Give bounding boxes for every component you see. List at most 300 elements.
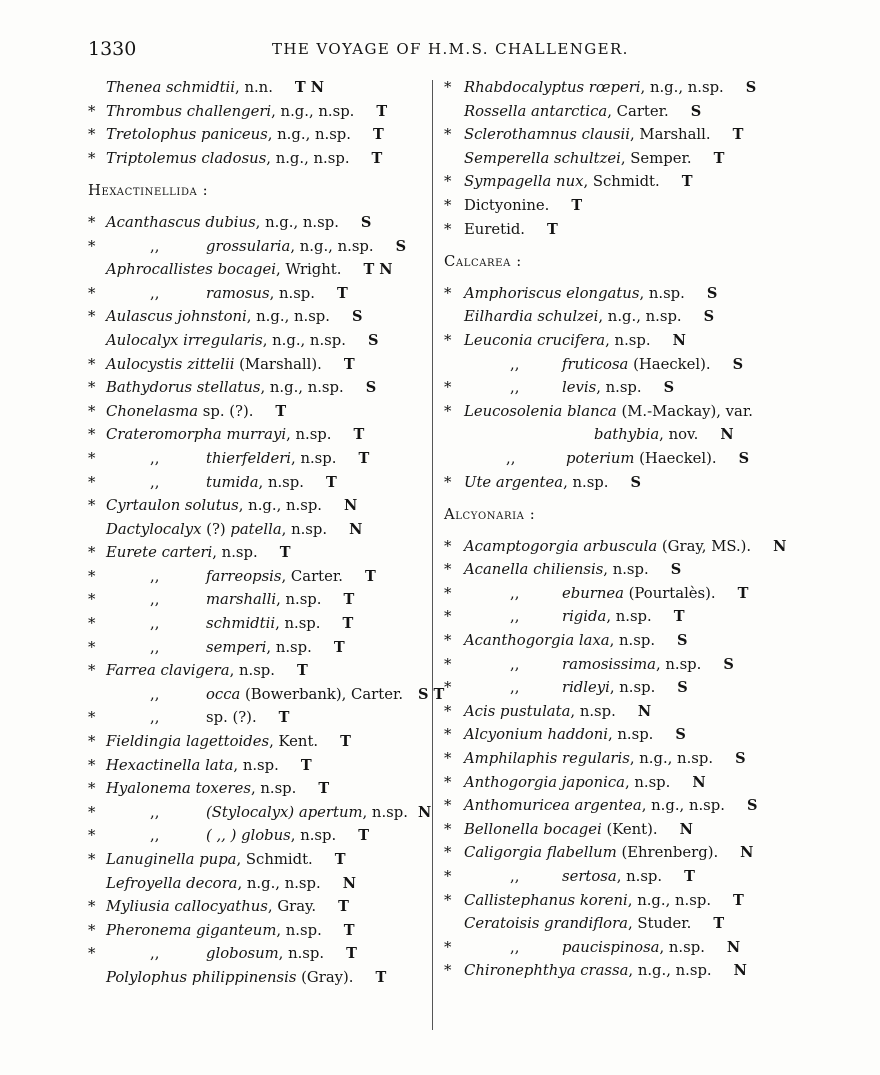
station-code: S (677, 679, 688, 697)
taxon-entry (88, 329, 438, 353)
taxon-authority: , n.sp. (233, 756, 279, 774)
taxon-entry (88, 919, 438, 943)
station-code: T (343, 355, 355, 373)
taxon-entry (88, 123, 438, 147)
station-code: T (713, 915, 725, 933)
taxon-entry (88, 872, 438, 896)
taxon-name (464, 471, 608, 495)
taxon-italic: ( ,, ) globus (206, 827, 291, 845)
station-code: N (773, 537, 787, 555)
taxon-entry (444, 723, 784, 747)
taxon-entry (88, 400, 438, 424)
taxon-authority: , n.sp. (291, 449, 337, 467)
new-species-asterisk: * (444, 632, 452, 650)
taxon-name (206, 471, 304, 495)
station-code: T (300, 756, 312, 774)
station-code: S (663, 379, 675, 397)
station-code: N (679, 820, 693, 838)
station-code: S (677, 632, 688, 650)
taxon-entry (444, 582, 784, 606)
taxon-authority: (Pourtalès). (623, 584, 716, 602)
taxon-name (566, 447, 717, 471)
taxon-name (106, 730, 318, 754)
station-code: T (338, 898, 349, 916)
taxon-name (106, 353, 322, 377)
taxon-name (106, 848, 313, 872)
taxon-italic: occa (206, 685, 241, 703)
taxon-authority: , Carter. (607, 102, 669, 120)
taxon-italic: Chonelasma (106, 402, 199, 420)
taxon-entry (88, 730, 438, 754)
station-code: T (340, 733, 351, 751)
station-code: S (706, 284, 718, 302)
taxon-name (594, 423, 698, 447)
taxon-entry (88, 305, 438, 329)
new-species-asterisk: * (88, 709, 96, 727)
new-species-asterisk: * (444, 962, 452, 980)
taxon-name (106, 494, 322, 518)
station-code: S (670, 561, 682, 579)
taxon-authority: , n.g., n.sp. (598, 308, 682, 326)
new-species-asterisk: * (444, 608, 452, 626)
taxon-italic: Fieldingia lagettoides (106, 733, 270, 751)
taxon-entry (88, 565, 438, 589)
taxon-authority: , Kent. (269, 733, 319, 751)
taxon-name (206, 588, 322, 612)
taxon-entry (88, 942, 438, 966)
section-heading-row (444, 250, 784, 274)
station-code: S T (418, 685, 445, 703)
taxon-name (464, 400, 753, 424)
station-code: S (738, 449, 750, 467)
taxon-authority: , Wright. (276, 261, 342, 279)
taxon-authority: (Bowerbank), Carter. (240, 685, 404, 703)
new-species-asterisk: * (444, 79, 452, 96)
taxon-italic: Amphilaphis regularis (464, 750, 630, 768)
station-code: T (278, 709, 290, 727)
new-species-asterisk: * (88, 662, 96, 680)
taxon-name (464, 147, 692, 171)
station-code: T (372, 126, 384, 144)
taxon-authority: , n.sp. (286, 426, 332, 444)
taxon-authority: , n.sp. (258, 473, 304, 491)
taxon-name (464, 747, 713, 771)
taxon-italic: Semperella schultzei (464, 149, 621, 167)
station-code: T (358, 827, 369, 845)
taxon-italic: Myliusia callocyathus (106, 898, 268, 916)
new-species-asterisk: * (444, 331, 452, 349)
taxon-authority: , n.sp. (609, 679, 656, 697)
new-species-asterisk: * (444, 938, 452, 956)
new-species-asterisk: * (444, 284, 452, 302)
taxon-name (464, 794, 725, 818)
taxon-entry (444, 329, 784, 353)
taxon-italic: levis (562, 379, 597, 397)
taxon-authority: sp. (?). (206, 709, 257, 727)
taxon-italic: schmidtii (206, 615, 276, 633)
taxon-authority: , n.g., n.sp. (627, 891, 712, 909)
new-species-asterisk: * (444, 402, 452, 420)
taxon-authority: (Kent). (601, 820, 658, 838)
taxon-name (106, 518, 327, 542)
new-species-asterisk: * (88, 237, 96, 255)
ditto-mark: ,, (510, 938, 520, 956)
new-species-asterisk: * (444, 473, 452, 491)
station-code: N (726, 938, 741, 956)
ditto-mark: ,, (510, 868, 520, 885)
station-code: N (349, 520, 363, 538)
taxon-italic: Farrea clavigera (106, 662, 230, 680)
new-species-asterisk: * (88, 591, 96, 609)
taxon-name (206, 235, 374, 259)
station-code: T (673, 608, 685, 626)
taxon-name (464, 170, 660, 194)
taxon-entry (444, 305, 784, 329)
taxon-authority: , n.sp. (229, 662, 275, 680)
taxon-entry (444, 282, 784, 306)
taxon-authority: , n.sp. (212, 544, 258, 562)
taxon-authority: , n.g., n.sp. (641, 797, 725, 815)
taxon-name (206, 824, 336, 848)
taxon-entry (444, 676, 784, 700)
taxon-name (464, 329, 651, 353)
section-heading-row (88, 179, 438, 203)
taxon-name (562, 605, 652, 629)
taxon-authority: , n.sp. (281, 520, 328, 538)
taxon-italic: Callistephanus koreni (464, 891, 628, 909)
taxon-name (106, 872, 321, 896)
taxon-name (464, 723, 653, 747)
taxon-entry (444, 889, 784, 913)
taxon-entry (88, 636, 438, 660)
taxon-italic: ramosissima (562, 655, 656, 673)
taxon-authority: , n.sp. (655, 655, 702, 673)
taxon-name (206, 447, 336, 471)
taxon-name (464, 771, 670, 795)
station-code: T (346, 945, 357, 963)
taxon-authority: (Haeckel). (634, 449, 717, 467)
new-species-asterisk: * (444, 679, 452, 697)
taxon-entry (88, 801, 438, 825)
taxon-italic: sertosa (562, 868, 617, 885)
taxon-authority: , Studer. (627, 915, 692, 933)
station-code: S (360, 213, 372, 231)
taxon-entry (444, 629, 784, 653)
taxon-authority: , n.sp. (275, 615, 321, 633)
taxon-authority: (Ehrenberg). (616, 844, 719, 862)
taxon-authority: , n.sp. (362, 803, 408, 821)
taxon-authority: , n.sp. (616, 868, 663, 885)
left-column (88, 76, 445, 990)
taxon-entry (88, 706, 438, 730)
taxon-entry (88, 895, 438, 919)
taxon-authority: , Semper. (620, 149, 692, 167)
taxon-name (464, 535, 751, 559)
section-gap (444, 527, 784, 535)
taxon-name (106, 76, 273, 100)
taxon-italic: Aulocalyx irregularis (106, 331, 263, 349)
taxon-entry (88, 754, 438, 778)
taxon-italic: grossularia (206, 237, 291, 255)
taxon-name (464, 959, 712, 983)
station-code: T (343, 921, 355, 939)
taxon-entry (88, 353, 438, 377)
taxon-authority: (M.-Mackay), var. (616, 402, 754, 420)
taxon-italic: Eurete carteri (106, 544, 213, 562)
taxon-authority: , n.sp. (250, 780, 297, 798)
taxon-authority: (Haeckel). (628, 355, 711, 373)
taxon-name (464, 123, 711, 147)
new-species-asterisk: * (444, 891, 452, 909)
ditto-mark: ,, (150, 827, 160, 845)
new-species-asterisk: * (444, 173, 452, 191)
taxon-italic: Bellonella bocagei (464, 820, 602, 838)
new-species-asterisk: * (88, 497, 96, 515)
new-species-asterisk: * (88, 102, 96, 120)
taxon-italic: Eilhardia schulzei (464, 308, 599, 326)
taxon-entry (444, 936, 784, 960)
taxon-entry (88, 659, 438, 683)
taxon-authority: , n.sp. (605, 331, 651, 349)
taxon-entry (444, 194, 784, 218)
new-species-asterisk: * (88, 756, 96, 774)
taxon-italic: Acamptogorgia arbuscula (464, 537, 658, 555)
taxon-italic: Leucosolenia blanca (464, 402, 617, 420)
taxon-authority: , n.g., n.sp. (640, 79, 724, 96)
taxon-name (464, 700, 616, 724)
taxon-authority: , Marshall. (630, 126, 711, 144)
taxon-authority: , n.sp. (624, 773, 671, 791)
taxon-entry (88, 824, 438, 848)
taxon-italic: rigida (562, 608, 607, 626)
new-species-asterisk: * (444, 844, 452, 862)
taxon-italic: Thenea schmidtii (106, 79, 236, 96)
taxon-italic: Tretolophus paniceus (106, 126, 268, 144)
taxon-authority: , n.sp. (290, 827, 337, 845)
station-code: S (365, 379, 377, 397)
taxon-name (106, 376, 344, 400)
taxon-entry (444, 818, 784, 842)
taxon-italic: patella (230, 520, 282, 538)
taxon-name (106, 777, 296, 801)
taxon-entry (88, 447, 438, 471)
station-code: T (375, 968, 387, 986)
station-code: T (333, 638, 345, 656)
new-species-asterisk: * (88, 803, 96, 821)
taxon-entry (444, 959, 784, 983)
ditto-mark: ,, (150, 803, 160, 821)
taxon-italic: Acanthascus dubius (106, 213, 256, 231)
station-code: S (367, 331, 379, 349)
taxon-name (464, 889, 711, 913)
station-code: T (297, 662, 308, 680)
ditto-mark: ,, (510, 679, 520, 697)
taxon-entry (444, 170, 784, 194)
station-code: S (745, 79, 757, 96)
taxon-authority: , n.sp. (659, 938, 705, 956)
taxon-authority: , n.g., n.sp. (238, 497, 322, 515)
taxon-italic: ramosus (206, 284, 270, 302)
new-species-asterisk: * (444, 126, 452, 144)
taxon-authority: , n.g., n.sp. (271, 102, 355, 120)
taxon-name (464, 305, 682, 329)
taxon-authority: , n.sp. (607, 726, 654, 744)
taxon-name (106, 423, 331, 447)
station-code: T (737, 584, 749, 602)
station-code: S (732, 355, 744, 373)
taxon-authority: , n.g., n.sp. (628, 962, 712, 980)
taxon-italic: Bathydorus stellatus (106, 379, 261, 397)
taxon-entry (88, 471, 438, 495)
taxon-entry (88, 518, 438, 542)
taxon-name (562, 353, 711, 377)
taxon-entry (444, 447, 784, 471)
taxon-italic: tumida (206, 473, 259, 491)
taxon-italic: Polylophus philippinensis (106, 968, 297, 986)
station-code: T (365, 567, 376, 585)
new-species-asterisk: * (88, 615, 96, 633)
ditto-mark: ,, (150, 945, 160, 963)
taxon-authority: , n.g., n.sp. (260, 379, 344, 397)
station-code: T (681, 173, 693, 191)
taxon-name (106, 659, 275, 683)
taxon-italic: eburnea (562, 584, 624, 602)
new-species-asterisk: * (88, 149, 96, 167)
ditto-mark: ,, (150, 449, 160, 467)
ditto-mark: ,, (510, 608, 520, 626)
taxon-italic: ridleyi (562, 679, 610, 697)
taxon-entry (88, 777, 438, 801)
ditto-mark: ,, (510, 355, 520, 373)
taxon-entry (444, 400, 784, 424)
running-title: THE VOYAGE OF H.M.S. CHALLENGER. (272, 40, 629, 58)
taxon-name (206, 612, 320, 636)
taxon-name (106, 147, 350, 171)
taxon-name (206, 801, 408, 825)
new-species-asterisk: * (444, 750, 452, 768)
taxon-italic: Sympagella nux (464, 173, 584, 191)
taxon-name (464, 194, 549, 218)
taxon-entry (444, 841, 784, 865)
taxon-entry (444, 794, 784, 818)
taxon-name (562, 582, 716, 606)
taxon-italic: Crateromorpha murrayi (106, 426, 287, 444)
station-code: N (344, 497, 358, 515)
taxon-entry (444, 912, 784, 936)
taxon-authority: Dictyonine. (464, 196, 550, 214)
taxon-entry (444, 747, 784, 771)
taxon-entry (88, 376, 438, 400)
new-species-asterisk: * (444, 773, 452, 791)
new-species-asterisk: * (88, 544, 96, 562)
new-species-asterisk: * (88, 213, 96, 231)
new-species-asterisk: * (444, 537, 452, 555)
taxon-authority: , n.n. (235, 79, 273, 96)
station-code: N (637, 702, 652, 720)
taxon-name (464, 218, 525, 242)
taxon-authority: , n.sp. (603, 561, 649, 579)
new-species-asterisk: * (444, 868, 452, 885)
taxon-entry (444, 471, 784, 495)
taxon-authority: , n.g., n.sp. (629, 750, 714, 768)
taxon-italic: Acis pustulata (464, 702, 571, 720)
taxon-name (562, 865, 662, 889)
new-species-asterisk: * (444, 220, 452, 238)
taxon-italic: Alcyonium haddoni (464, 726, 608, 744)
taxon-authority: , n.sp. (563, 473, 609, 491)
taxon-entry (88, 282, 438, 306)
new-species-asterisk: * (444, 820, 452, 838)
taxon-italic: marshalli (206, 591, 277, 609)
taxon-entry (444, 771, 784, 795)
taxon-authority: , n.sp. (266, 638, 312, 656)
station-code: S (351, 308, 363, 326)
new-species-asterisk: * (444, 726, 452, 744)
taxon-entry (444, 376, 784, 400)
station-code: T (376, 102, 388, 120)
taxon-authority: , n.sp. (276, 921, 322, 939)
new-species-asterisk: * (88, 945, 96, 963)
section-heading: Calcarea : (444, 253, 522, 271)
taxon-italic: (Stylocalyx) apertum (206, 803, 363, 821)
taxon-italic: Caligorgia flabellum (464, 844, 617, 862)
new-species-asterisk: * (88, 426, 96, 444)
new-species-asterisk: * (88, 567, 96, 585)
ditto-mark: ,, (150, 567, 160, 585)
station-code: T (713, 149, 725, 167)
taxon-italic: Hyalonema toxeres (106, 780, 251, 798)
station-code: N (672, 331, 686, 349)
new-species-asterisk: * (88, 355, 96, 373)
taxon-italic: Acanthogorgia laxa (464, 632, 610, 650)
taxon-authority: , n.g., n.sp. (246, 308, 330, 326)
taxon-italic: paucispinosa (562, 938, 660, 956)
taxon-authority: , n.sp. (596, 379, 642, 397)
taxon-name (206, 282, 315, 306)
taxon-entry (444, 700, 784, 724)
station-code: S (630, 473, 641, 491)
taxon-name (106, 541, 258, 565)
taxon-entry (88, 147, 438, 171)
new-species-asterisk: * (88, 898, 96, 916)
station-code: T (336, 284, 348, 302)
new-species-asterisk: * (88, 126, 96, 144)
taxon-authority: , Schmidt. (583, 173, 660, 191)
taxon-entry (444, 605, 784, 629)
station-code: T (343, 591, 355, 609)
taxon-italic: Thrombus challengeri (106, 102, 272, 120)
taxon-name (562, 653, 701, 677)
taxon-name (562, 376, 642, 400)
new-species-asterisk: * (444, 379, 452, 397)
taxon-entry (88, 966, 438, 990)
station-code: S (703, 308, 715, 326)
new-species-asterisk: * (88, 921, 96, 939)
taxon-italic: Anthogorgia japonica (464, 773, 625, 791)
taxon-italic: farreopsis (206, 567, 282, 585)
taxon-name (464, 100, 669, 124)
taxon-name (106, 400, 253, 424)
ditto-mark: ,, (510, 379, 520, 397)
taxon-italic: Chironephthya crassa (464, 962, 629, 980)
taxon-authority: , n.sp. (276, 591, 322, 609)
taxon-name (464, 818, 658, 842)
taxon-italic: Acanella chiliensis (464, 561, 604, 579)
taxon-entry (444, 865, 784, 889)
new-species-asterisk: * (444, 655, 452, 673)
taxon-entry (88, 258, 438, 282)
taxon-italic: Dactylocalyx (106, 520, 202, 538)
